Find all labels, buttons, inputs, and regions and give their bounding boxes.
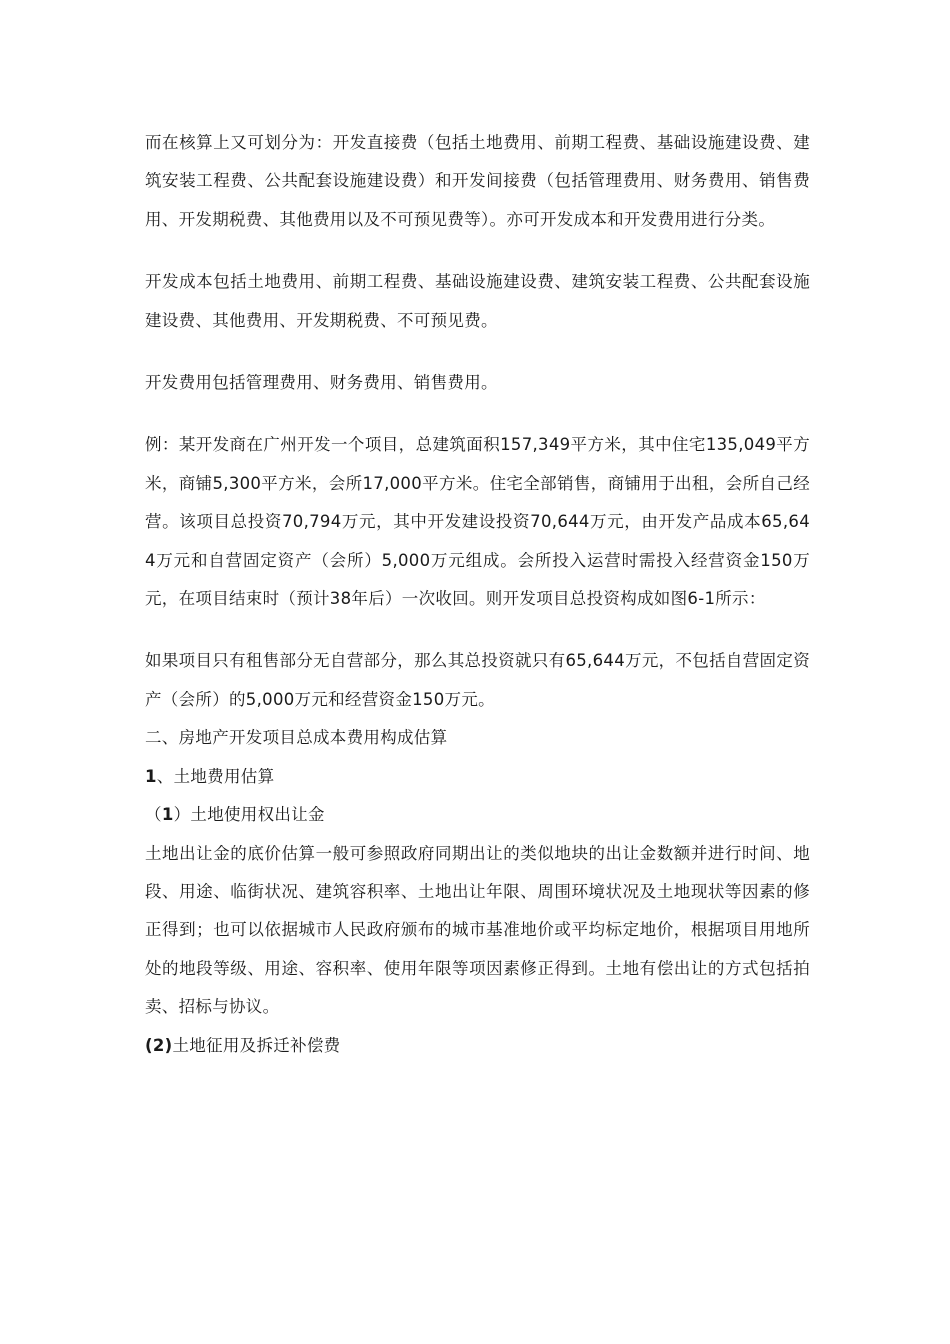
document-body (145, 124, 810, 1065)
paragraph-development-expense: 开发费用包括管理费用、财务费用、销售费用。 (145, 373, 498, 393)
subheading-land-acquisition (145, 1027, 810, 1065)
subheading-text: 土地征用及拆迁补偿费 (172, 1035, 341, 1055)
subheading-open-paren: （ (145, 805, 162, 825)
subheading-number: 1 (161, 805, 174, 825)
paragraph-cost-classification: 而在核算上又可划分为：开发直接费（包括土地费用、前期工程费、基础设施建设费、建筑安装工程费、公共配套设施建设费）和开发间接费（包括管理费用、财务费用、销售费用、开发期税费、其他费用以及不可预见费等）。亦可开发成本和开发费用进行分类。 (145, 133, 810, 229)
section-heading-2: 二、房地产开发项目总成本费用构成估算 (145, 728, 448, 748)
subheading-land-cost (145, 758, 810, 796)
subheading-land-transfer-fee (145, 796, 810, 834)
paragraph-investment-note: 如果项目只有租售部分无自营部分，那么其总投资就只有65,644万元，不包括自营固定资产（会所）的5,000万元和经营资金150万元。 (145, 651, 810, 709)
paragraph-development-cost: 开发成本包括土地费用、前期工程费、基础设施建设费、建筑安装工程费、公共配套设施建设费、其他费用、开发期税费、不可预见费。 (145, 272, 810, 330)
subheading-text: 、土地费用估算 (156, 766, 275, 786)
paragraph-land-transfer: 土地出让金的底价估算一般可参照政府同期出让的类似地块的出让金数额并进行时间、地段、用途、临街状况、建筑容积率、土地出让年限、周围环境状况及土地现状等因素的修正得到；也可以依据城市人民政府颁布的城市基准地价或平均标定地价，根据项目用地所处的地段等级、用途、容积率、使用年限等项因素修正得到。土地有偿出让的方式包括拍卖、招标与协议。 (145, 843, 810, 1017)
subheading-number: 1 (145, 766, 157, 786)
paragraph-example: 例：某开发商在广州开发一个项目，总建筑面积157,349平方米，其中住宅135,049平方米，商铺5,300平方米，会所17,000平方米。住宅全部销售，商铺用于出租，会所自己经营。该项目总投资70,794万元，其中开发建设投资70,644万元，由开发产品成本65,644万元和自营固定资产（会所）5,000万元组成。会所投入运营时需投入经营资金150万元，在项目结束时（预计38年后）一次收回。则开发项目总投资构成如图6-1所示： (145, 435, 810, 609)
subheading-number: (2) (145, 1035, 173, 1055)
subheading-text: ）土地使用权出让金 (173, 805, 325, 825)
